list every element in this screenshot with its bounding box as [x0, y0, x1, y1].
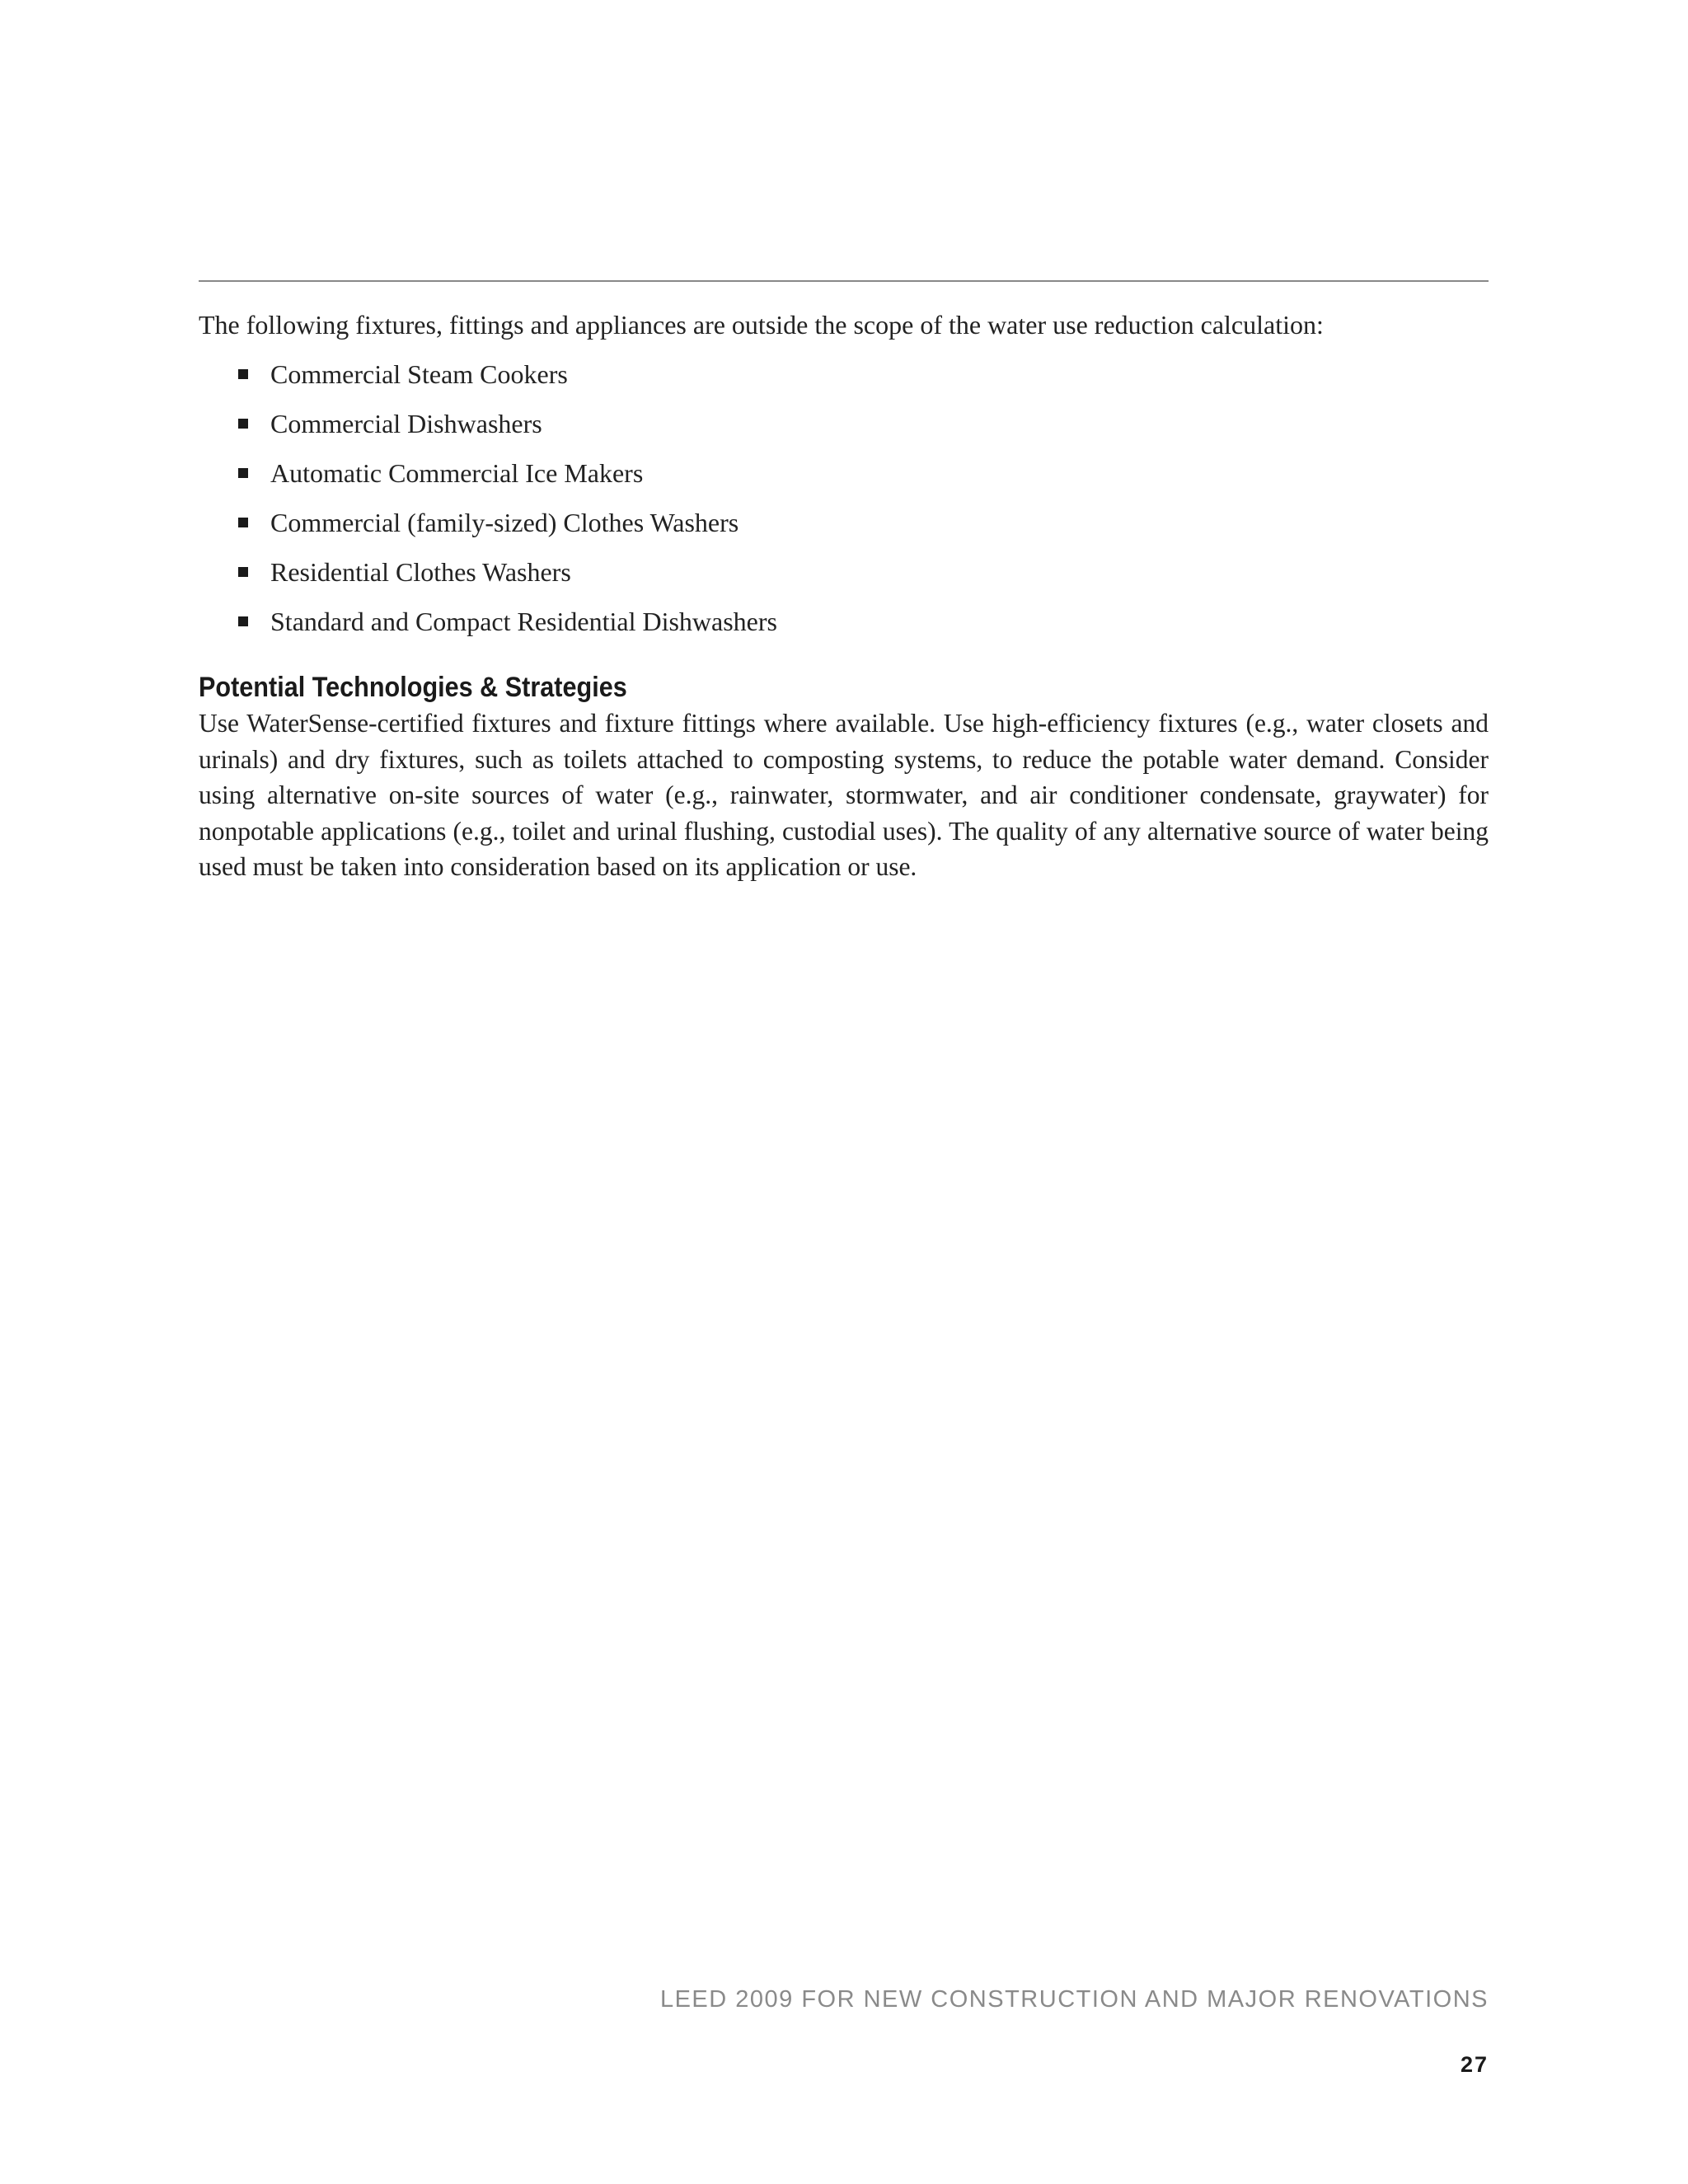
- list-item-text: Standard and Compact Residential Dishwashers: [270, 607, 777, 636]
- list-item: [199, 602, 1493, 641]
- excluded-items-list: [199, 354, 1493, 641]
- list-item: [199, 552, 1493, 592]
- list-item-text: Commercial Dishwashers: [270, 409, 542, 438]
- square-bullet-icon: [238, 567, 248, 577]
- list-item: [199, 404, 1493, 443]
- list-item: [199, 453, 1493, 493]
- square-bullet-icon: [238, 616, 248, 626]
- intro-paragraph: The following fixtures, fittings and appliances are outside the scope of the water use reduction calculation:: [199, 310, 1324, 340]
- square-bullet-icon: [238, 518, 248, 527]
- square-bullet-icon: [238, 369, 248, 379]
- square-bullet-icon: [238, 419, 248, 429]
- page-content: [199, 305, 1493, 885]
- section-body: Use WaterSense-certified fixtures and fixture fittings where available. Use high-efficiency fixtures (e.g., water closets and urinals) and dry fixtures, such as toilets attached to composting systems, to reduce the potable water demand. Consider using alternative on-site sources of water (e.g., rainwater, stormwater, and air conditioner condensate, graywater) for nonpotable applications (e.g., toilet and urinal flushing, custodial uses). The quality of any alternative source of water being used must be taken into consideration based on its application or use.: [199, 709, 1489, 881]
- section-heading: Potential Technologies & Strategies: [199, 672, 627, 703]
- page-number: 27: [1460, 2052, 1489, 2077]
- list-item: [199, 503, 1493, 542]
- list-item-text: Commercial (family-sized) Clothes Washers: [270, 508, 739, 537]
- footer-title: LEED 2009 FOR NEW CONSTRUCTION AND MAJOR RENOVATIONS: [659, 1986, 1489, 2013]
- list-item: [199, 354, 1493, 394]
- list-item-text: Commercial Steam Cookers: [270, 359, 568, 389]
- list-item-text: Residential Clothes Washers: [270, 557, 571, 587]
- top-divider: [199, 280, 1489, 282]
- square-bullet-icon: [238, 468, 248, 478]
- list-item-text: Automatic Commercial Ice Makers: [270, 458, 644, 488]
